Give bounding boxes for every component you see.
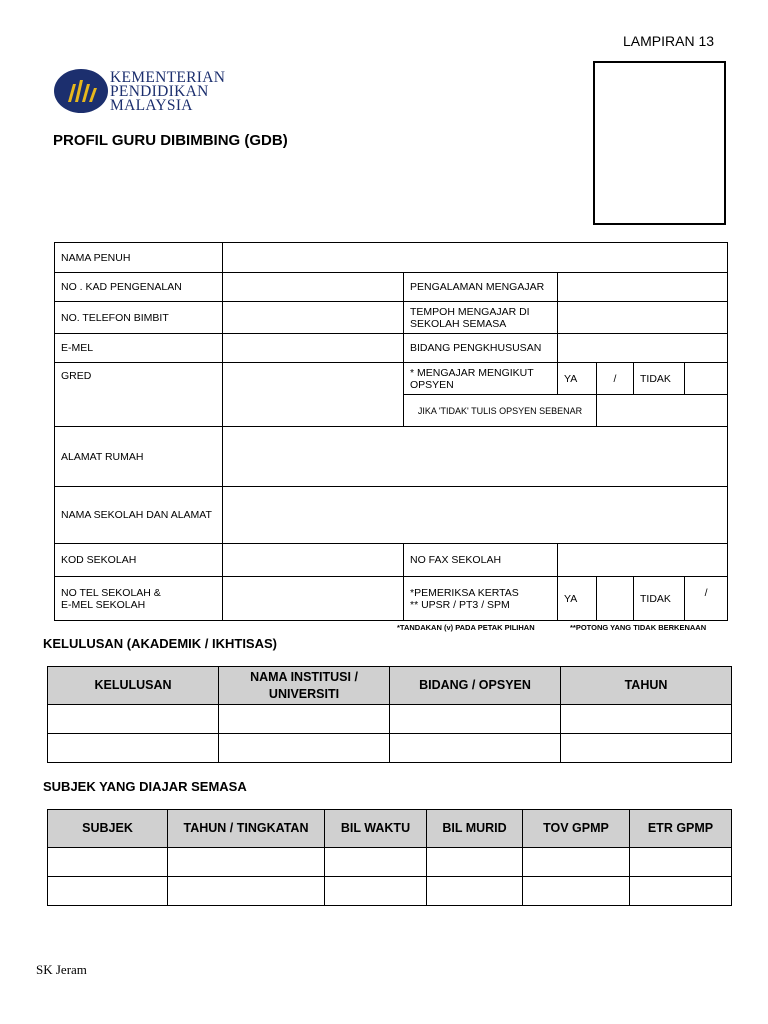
label-jika-tidak: JIKA 'TIDAK' TULIS OPSYEN SEBENAR <box>404 395 597 427</box>
label-bidang-pengkhususan: BIDANG PENGKHUSUSAN <box>404 334 558 363</box>
field-pengalaman[interactable] <box>558 273 728 302</box>
subjek-cell[interactable] <box>325 877 427 906</box>
logo-wordmark <box>110 71 225 113</box>
kelulusan-cell[interactable] <box>390 734 561 763</box>
checkbox-ya-pemeriksa[interactable] <box>597 577 634 621</box>
label-no-kad: NO . KAD PENGENALAN <box>55 273 223 302</box>
subjek-cell[interactable] <box>325 848 427 877</box>
field-alamat-rumah[interactable] <box>223 427 728 487</box>
table-row <box>48 877 732 906</box>
kelulusan-cell[interactable] <box>390 705 561 734</box>
field-no-telefon[interactable] <box>223 302 404 334</box>
subjek-col-bil-murid: BIL MURID <box>427 810 523 848</box>
subjek-col-tahun: TAHUN / TINGKATAN <box>168 810 325 848</box>
label-no-tel-sekolah-line1: NO TEL SEKOLAH & <box>61 586 161 599</box>
label-no-tel-sekolah <box>55 577 223 621</box>
kelulusan-cell[interactable] <box>219 734 390 763</box>
subjek-cell[interactable] <box>48 848 168 877</box>
subjek-col-bil-waktu: BIL WAKTU <box>325 810 427 848</box>
logo-line-3: MALAYSIA <box>110 97 193 114</box>
field-bidang-pengkhususan[interactable] <box>558 334 728 363</box>
logo-line-2: PENDIDIKAN <box>110 83 209 100</box>
field-tempoh[interactable] <box>558 302 728 334</box>
checkbox-ya[interactable]: / <box>597 363 634 395</box>
kelulusan-table <box>47 666 732 763</box>
field-opsyen-sebenar[interactable] <box>597 395 728 427</box>
subjek-col-subjek: SUBJEK <box>48 810 168 848</box>
subjek-col-tov-gpmp: TOV GPMP <box>523 810 630 848</box>
label-no-fax: NO FAX SEKOLAH <box>404 544 558 577</box>
label-gred: GRED <box>55 363 223 427</box>
label-nama-penuh: NAMA PENUH <box>55 243 223 273</box>
kelulusan-col-tahun: TAHUN <box>561 667 732 705</box>
label-ya-pemeriksa: YA <box>558 577 597 621</box>
field-gred[interactable] <box>223 363 404 427</box>
kelulusan-col-bidang: BIDANG / OPSYEN <box>390 667 561 705</box>
kelulusan-cell[interactable] <box>219 705 390 734</box>
label-tidak-pemeriksa: TIDAK <box>634 577 685 621</box>
label-no-tel-sekolah-line2: E-MEL SEKOLAH <box>61 598 146 611</box>
label-mengajar-opsyen: * MENGAJAR MENGIKUT OPSYEN <box>404 363 558 395</box>
table-row <box>48 705 732 734</box>
kelulusan-cell[interactable] <box>48 705 219 734</box>
label-no-telefon: NO. TELEFON BIMBIT <box>55 302 223 334</box>
field-no-tel-sekolah[interactable] <box>223 577 404 621</box>
subjek-cell[interactable] <box>523 877 630 906</box>
profile-table <box>54 242 728 621</box>
field-no-fax[interactable] <box>558 544 728 577</box>
logo-line-1: KEMENTERIAN <box>110 69 226 86</box>
field-nama-penuh[interactable] <box>223 243 728 273</box>
subjek-table <box>47 809 732 906</box>
note-potong: **POTONG YANG TIDAK BERKENAAN <box>570 623 707 632</box>
label-tempoh: TEMPOH MENGAJAR DI SEKOLAH SEMASA <box>404 302 558 334</box>
table-row <box>48 848 732 877</box>
kelulusan-cell[interactable] <box>48 734 219 763</box>
subjek-cell[interactable] <box>523 848 630 877</box>
kelulusan-col-institusi: NAMA INSTITUSI / UNIVERSITI <box>219 667 390 705</box>
footer-school: SK Jeram <box>36 962 87 977</box>
field-emel[interactable] <box>223 334 404 363</box>
field-nama-sekolah[interactable] <box>223 487 728 544</box>
label-ya: YA <box>558 363 597 395</box>
label-nama-sekolah: NAMA SEKOLAH DAN ALAMAT <box>55 487 223 544</box>
subjek-cell[interactable] <box>427 848 523 877</box>
page-title: PROFIL GURU DIBIMBING (GDB) <box>53 132 288 149</box>
kelulusan-col-kelulusan: KELULUSAN <box>48 667 219 705</box>
subjek-cell[interactable] <box>427 877 523 906</box>
label-pengalaman: PENGALAMAN MENGAJAR <box>404 273 558 302</box>
subjek-cell[interactable] <box>48 877 168 906</box>
lampiran-label: LAMPIRAN 13 <box>623 33 715 49</box>
kelulusan-cell[interactable] <box>561 705 732 734</box>
label-emel: E-MEL <box>55 334 223 363</box>
subjek-heading: SUBJEK YANG DIAJAR SEMASA <box>43 779 247 794</box>
label-pemeriksa-line1: *PEMERIKSA KERTAS <box>410 586 519 599</box>
subjek-cell[interactable] <box>168 877 325 906</box>
subjek-col-etr-gpmp: ETR GPMP <box>630 810 732 848</box>
kelulusan-cell[interactable] <box>561 734 732 763</box>
checkbox-tidak-pemeriksa[interactable]: / <box>685 577 728 621</box>
subjek-cell[interactable] <box>168 848 325 877</box>
label-tidak: TIDAK <box>634 363 685 395</box>
label-alamat-rumah: ALAMAT RUMAH <box>55 427 223 487</box>
kelulusan-heading: KELULUSAN (AKADEMIK / IKHTISAS) <box>43 636 277 651</box>
photo-box <box>593 61 726 225</box>
label-pemeriksa-line2: ** UPSR / PT3 / SPM <box>410 598 510 611</box>
field-kod-sekolah[interactable] <box>223 544 404 577</box>
note-tandakan: *TANDAKAN (v) PADA PETAK PILIHAN <box>397 623 535 632</box>
label-kod-sekolah: KOD SEKOLAH <box>55 544 223 577</box>
checkbox-tidak[interactable] <box>685 363 728 395</box>
label-pemeriksa <box>404 577 558 621</box>
subjek-cell[interactable] <box>630 877 732 906</box>
field-no-kad[interactable] <box>223 273 404 302</box>
table-row <box>48 734 732 763</box>
subjek-cell[interactable] <box>630 848 732 877</box>
